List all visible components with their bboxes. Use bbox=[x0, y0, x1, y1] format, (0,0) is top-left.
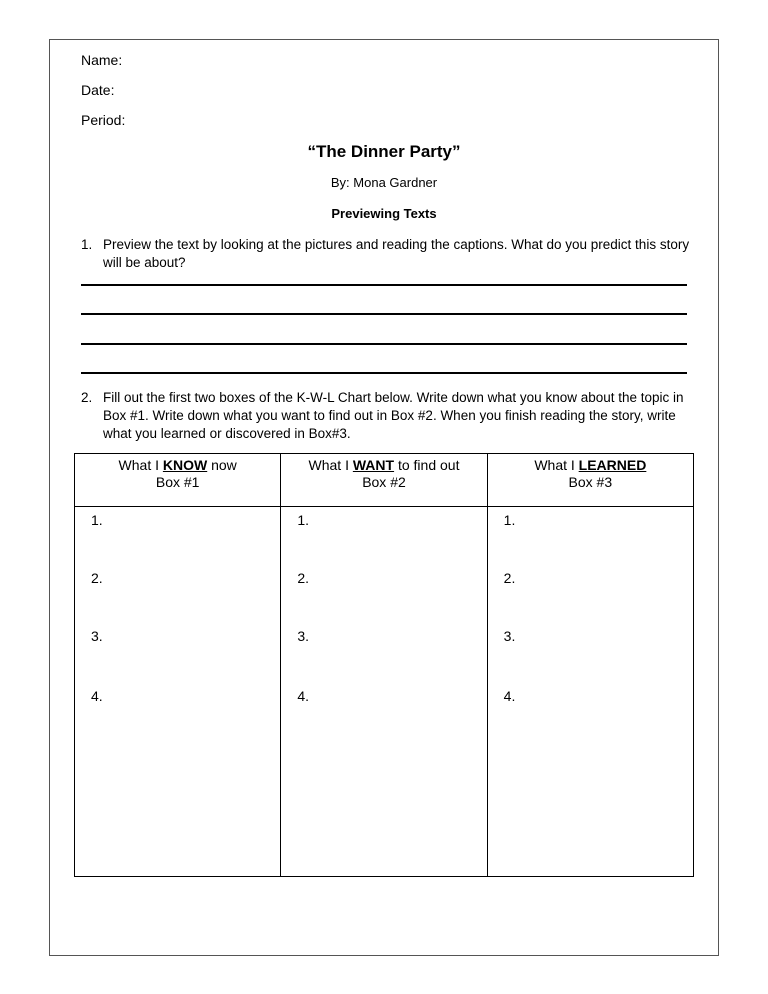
question-2-text: Fill out the first two boxes of the K-W-L Chart below. Write down what you know about the topic in Box #1. Write down what you want to find out in Box #2. When you finish reading the story, write what you learned or discovered in Box#3. bbox=[103, 390, 684, 441]
question-1-number: 1. bbox=[81, 237, 93, 252]
kwl-key-know: KNOW bbox=[162, 457, 208, 473]
list-item: 2. bbox=[91, 570, 103, 586]
kwl-box-3[interactable] bbox=[487, 507, 693, 877]
kwl-header-know: What I KNOW now Box #1 bbox=[75, 454, 281, 507]
kwl-chart bbox=[74, 453, 694, 877]
section-heading: Previewing Texts bbox=[331, 206, 437, 221]
list-item: 4. bbox=[297, 688, 310, 704]
list-item: 1. bbox=[91, 512, 103, 528]
list-item: 2. bbox=[297, 570, 310, 586]
list-item: 2. bbox=[503, 570, 516, 586]
answer-line-3[interactable] bbox=[81, 343, 687, 345]
question-1 bbox=[81, 236, 691, 272]
kwl-box-2[interactable] bbox=[281, 507, 487, 877]
kwl-header-want: What I WANT to find out Box #2 bbox=[281, 454, 487, 507]
name-label: Name: bbox=[81, 52, 123, 68]
kwl-key-want: WANT bbox=[352, 457, 395, 473]
question-2 bbox=[81, 389, 691, 443]
kwl-header-row bbox=[75, 454, 694, 507]
list-item: 3. bbox=[503, 628, 516, 644]
list-item: 1. bbox=[297, 512, 310, 528]
question-1-text: Preview the text by looking at the pictures and reading the captions. What do you predict this story will be about? bbox=[103, 237, 690, 270]
answer-line-1[interactable] bbox=[81, 284, 687, 286]
story-title: “The Dinner Party” bbox=[307, 142, 461, 161]
list-item: 1. bbox=[503, 512, 516, 528]
list-item: 3. bbox=[297, 628, 310, 644]
kwl-box-1[interactable] bbox=[75, 507, 281, 877]
period-label: Period: bbox=[81, 112, 126, 128]
date-label: Date: bbox=[81, 82, 115, 98]
list-item: 3. bbox=[91, 628, 103, 644]
story-byline: By: Mona Gardner bbox=[330, 175, 438, 190]
kwl-box-label-3: Box #3 bbox=[568, 474, 613, 490]
kwl-body-row bbox=[75, 507, 694, 877]
list-item: 4. bbox=[91, 688, 103, 704]
answer-line-4[interactable] bbox=[81, 372, 687, 374]
kwl-box-label-2: Box #2 bbox=[362, 474, 406, 490]
answer-line-2[interactable] bbox=[81, 313, 687, 315]
kwl-header-learned: What I LEARNED Box #3 bbox=[487, 454, 693, 507]
question-2-number: 2. bbox=[81, 390, 93, 405]
kwl-key-learned: LEARNED bbox=[578, 457, 647, 473]
kwl-box-label-1: Box #1 bbox=[155, 474, 200, 490]
list-item: 4. bbox=[503, 688, 516, 704]
